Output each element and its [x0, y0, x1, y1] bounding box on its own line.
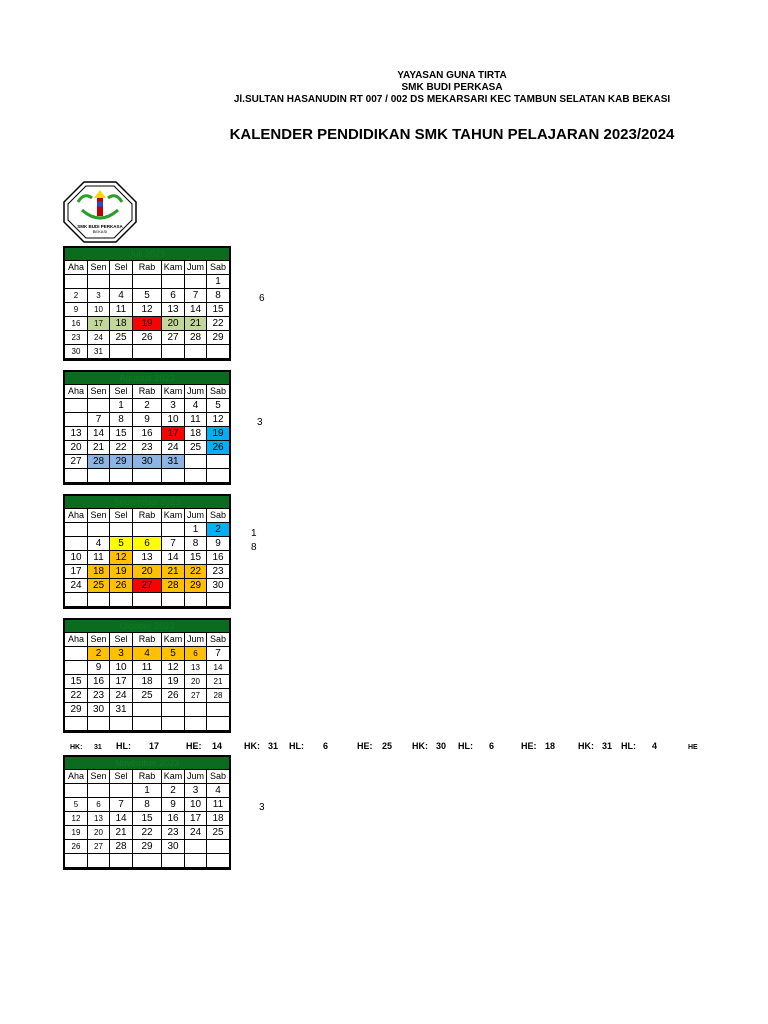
summary-label: HE	[688, 744, 698, 751]
month-header: November 2023	[65, 757, 229, 770]
empty-cell	[185, 455, 207, 469]
day-cell: 10	[185, 798, 207, 812]
empty-cell	[207, 703, 229, 717]
empty-cell	[133, 703, 162, 717]
empty-cell	[110, 854, 133, 868]
day-cell: 8	[133, 798, 162, 812]
weekday-header: Rab	[133, 633, 162, 647]
weekday-header: Sel	[110, 261, 133, 275]
day-cell: 12	[65, 812, 88, 826]
summary-value: 6	[323, 741, 329, 751]
day-cell: 9	[207, 537, 229, 551]
day-cell: 21	[185, 317, 207, 331]
summary-value: 17	[149, 741, 160, 751]
empty-cell	[185, 345, 207, 359]
empty-cell	[110, 345, 133, 359]
day-cell: 26	[110, 579, 133, 593]
weekday-header: Jum	[185, 261, 207, 275]
empty-cell	[65, 593, 88, 607]
weekday-header: Sab	[207, 633, 229, 647]
empty-cell	[162, 469, 185, 483]
empty-cell	[88, 854, 110, 868]
day-cell: 22	[65, 689, 88, 703]
day-cell: 30	[88, 703, 110, 717]
day-cell: 21	[110, 826, 133, 840]
summary-value: 30	[436, 741, 447, 751]
empty-cell	[133, 469, 162, 483]
empty-cell	[65, 399, 88, 413]
month-note: 6	[259, 293, 265, 304]
day-cell: 17	[110, 675, 133, 689]
day-cell: 2	[162, 784, 185, 798]
summary-label: HL:	[116, 741, 131, 751]
day-cell: 31	[110, 703, 133, 717]
weekday-header: Rab	[133, 385, 162, 399]
day-cell: 25	[133, 689, 162, 703]
logo-subtext: BEKASI	[92, 229, 108, 234]
summary-label: HE:	[357, 741, 373, 751]
weekday-header: Jum	[185, 509, 207, 523]
summary-label: HE:	[521, 741, 537, 751]
day-cell: 5	[65, 798, 88, 812]
empty-cell	[88, 523, 110, 537]
day-cell: 23	[162, 826, 185, 840]
day-cell: 18	[207, 812, 229, 826]
empty-cell	[207, 840, 229, 854]
day-cell: 17	[88, 317, 110, 331]
day-cell: 6	[88, 798, 110, 812]
day-cell: 10	[110, 661, 133, 675]
day-cell: 6	[133, 537, 162, 551]
day-cell: 29	[65, 703, 88, 717]
day-cell: 2	[65, 289, 88, 303]
day-cell: 22	[185, 565, 207, 579]
day-cell: 11	[133, 661, 162, 675]
school-address: Jl.SULTAN HASANUDIN RT 007 / 002 DS MEKARSARI KEC TAMBUN SELATAN KAB BEKASI	[233, 94, 671, 105]
day-cell: 23	[65, 331, 88, 345]
day-cell: 10	[65, 551, 88, 565]
day-cell: 13	[133, 551, 162, 565]
day-cell: 26	[133, 331, 162, 345]
empty-cell	[133, 345, 162, 359]
day-cell: 29	[185, 579, 207, 593]
summary-value: 14	[212, 741, 223, 751]
day-cell: 26	[162, 689, 185, 703]
empty-cell	[207, 455, 229, 469]
day-cell: 25	[185, 441, 207, 455]
day-cell: 19	[110, 565, 133, 579]
month-header: September 2023	[65, 496, 229, 509]
day-cell: 24	[110, 689, 133, 703]
day-cell: 14	[88, 427, 110, 441]
summary-value: 31	[94, 744, 102, 751]
day-cell: 13	[162, 303, 185, 317]
weekday-header: Kam	[162, 385, 185, 399]
day-cell: 1	[133, 784, 162, 798]
day-cell: 12	[162, 661, 185, 675]
day-cell: 30	[207, 579, 229, 593]
day-cell: 25	[110, 331, 133, 345]
weekday-header: Sen	[88, 633, 110, 647]
empty-cell	[88, 469, 110, 483]
day-cell: 27	[162, 331, 185, 345]
day-cell: 8	[185, 537, 207, 551]
empty-cell	[65, 784, 88, 798]
day-cell: 10	[88, 303, 110, 317]
weekday-header: Sel	[110, 770, 133, 784]
month-note: 3	[257, 417, 263, 428]
empty-cell	[162, 717, 185, 731]
day-cell: 16	[133, 427, 162, 441]
day-cell: 25	[88, 579, 110, 593]
day-cell: 7	[88, 413, 110, 427]
day-cell: 31	[162, 455, 185, 469]
empty-cell	[88, 593, 110, 607]
day-cell: 14	[207, 661, 229, 675]
day-cell: 4	[185, 399, 207, 413]
day-cell: 28	[110, 840, 133, 854]
empty-cell	[65, 523, 88, 537]
day-cell: 28	[162, 579, 185, 593]
weekday-header: Jum	[185, 385, 207, 399]
day-cell: 5	[110, 537, 133, 551]
month-note: 1	[251, 528, 257, 539]
day-cell: 12	[110, 551, 133, 565]
day-cell: 7	[162, 537, 185, 551]
weekday-header: Rab	[133, 770, 162, 784]
month-table	[63, 494, 231, 609]
day-cell: 24	[88, 331, 110, 345]
weekday-header: Aha	[65, 509, 88, 523]
weekday-header: Sen	[88, 261, 110, 275]
month-table	[63, 618, 231, 733]
weekday-header: Sen	[88, 509, 110, 523]
empty-cell	[185, 703, 207, 717]
day-cell: 25	[207, 826, 229, 840]
empty-cell	[162, 345, 185, 359]
day-cell: 27	[88, 840, 110, 854]
day-cell: 9	[162, 798, 185, 812]
day-cell: 29	[133, 840, 162, 854]
day-cell: 22	[207, 317, 229, 331]
day-cell: 2	[88, 647, 110, 661]
day-cell: 7	[110, 798, 133, 812]
empty-cell	[207, 593, 229, 607]
empty-cell	[65, 537, 88, 551]
day-cell: 17	[185, 812, 207, 826]
day-cell: 9	[65, 303, 88, 317]
empty-cell	[207, 345, 229, 359]
day-cell: 16	[207, 551, 229, 565]
day-cell: 22	[110, 441, 133, 455]
day-cell: 30	[65, 345, 88, 359]
empty-cell	[65, 469, 88, 483]
weekday-header: Sel	[110, 633, 133, 647]
month-note: 3	[259, 802, 265, 813]
weekday-header: Sen	[88, 385, 110, 399]
day-cell: 7	[185, 289, 207, 303]
day-cell: 23	[88, 689, 110, 703]
day-cell: 10	[162, 413, 185, 427]
day-cell: 18	[133, 675, 162, 689]
summary-value: 4	[652, 741, 658, 751]
empty-cell	[185, 854, 207, 868]
empty-cell	[185, 840, 207, 854]
month-table	[63, 246, 231, 361]
month-header: Juli 2023	[65, 248, 229, 261]
summary-label: HL:	[458, 741, 473, 751]
day-cell: 3	[162, 399, 185, 413]
summary-label: HK:	[578, 741, 594, 751]
day-cell: 30	[133, 455, 162, 469]
day-cell: 29	[207, 331, 229, 345]
day-cell: 11	[185, 413, 207, 427]
empty-cell	[133, 523, 162, 537]
day-cell: 8	[207, 289, 229, 303]
day-cell: 27	[185, 689, 207, 703]
day-cell: 26	[65, 840, 88, 854]
day-cell: 18	[110, 317, 133, 331]
day-cell: 18	[88, 565, 110, 579]
day-cell: 2	[133, 399, 162, 413]
summary-label: HK:	[244, 741, 260, 751]
day-cell: 14	[185, 303, 207, 317]
day-cell: 14	[162, 551, 185, 565]
empty-cell	[133, 275, 162, 289]
empty-cell	[88, 784, 110, 798]
day-cell: 28	[207, 689, 229, 703]
weekday-header: Aha	[65, 261, 88, 275]
weekday-header: Aha	[65, 633, 88, 647]
day-cell: 15	[133, 812, 162, 826]
empty-cell	[88, 399, 110, 413]
day-cell: 26	[207, 441, 229, 455]
day-cell: 6	[162, 289, 185, 303]
day-cell: 4	[88, 537, 110, 551]
empty-cell	[65, 854, 88, 868]
day-cell: 9	[133, 413, 162, 427]
empty-cell	[88, 275, 110, 289]
summary-value: 6	[489, 741, 495, 751]
day-cell: 1	[185, 523, 207, 537]
day-cell: 21	[162, 565, 185, 579]
summary-label: HK:	[70, 744, 83, 751]
day-cell: 1	[207, 275, 229, 289]
day-cell: 23	[207, 565, 229, 579]
empty-cell	[65, 275, 88, 289]
weekday-header: Kam	[162, 509, 185, 523]
empty-cell	[133, 593, 162, 607]
day-cell: 20	[88, 826, 110, 840]
summary-label: HK:	[412, 741, 428, 751]
empty-cell	[185, 275, 207, 289]
day-cell: 15	[110, 427, 133, 441]
day-cell: 20	[65, 441, 88, 455]
day-cell: 4	[207, 784, 229, 798]
weekday-header: Sab	[207, 509, 229, 523]
logo-text: SMK BUDI PERKASA	[77, 224, 123, 229]
empty-cell	[110, 717, 133, 731]
empty-cell	[207, 469, 229, 483]
day-cell: 30	[162, 840, 185, 854]
empty-cell	[162, 703, 185, 717]
weekday-header: Sel	[110, 509, 133, 523]
month-note: 8	[251, 542, 257, 553]
weekday-header: Kam	[162, 770, 185, 784]
day-cell: 5	[162, 647, 185, 661]
empty-cell	[65, 661, 88, 675]
day-cell: 19	[207, 427, 229, 441]
day-cell: 11	[88, 551, 110, 565]
month-header: Agustus 2023	[65, 372, 229, 385]
foundation-name: YAYASAN GUNA TIRTA	[397, 70, 507, 81]
day-cell: 13	[185, 661, 207, 675]
school-logo	[62, 180, 138, 244]
day-cell: 28	[185, 331, 207, 345]
empty-cell	[110, 593, 133, 607]
summary-value: 31	[268, 741, 279, 751]
day-cell: 12	[207, 413, 229, 427]
summary-value: 18	[545, 741, 556, 751]
empty-cell	[110, 275, 133, 289]
summary-label: HL:	[621, 741, 636, 751]
day-cell: 17	[65, 565, 88, 579]
day-cell: 24	[185, 826, 207, 840]
day-cell: 4	[133, 647, 162, 661]
day-cell: 21	[207, 675, 229, 689]
empty-cell	[65, 647, 88, 661]
empty-cell	[185, 717, 207, 731]
day-cell: 5	[207, 399, 229, 413]
weekday-header: Jum	[185, 633, 207, 647]
weekday-header: Sab	[207, 261, 229, 275]
weekday-header: Aha	[65, 770, 88, 784]
empty-cell	[162, 275, 185, 289]
day-cell: 23	[133, 441, 162, 455]
day-cell: 3	[88, 289, 110, 303]
empty-cell	[185, 469, 207, 483]
day-cell: 22	[133, 826, 162, 840]
day-cell: 20	[133, 565, 162, 579]
empty-cell	[110, 523, 133, 537]
empty-cell	[110, 784, 133, 798]
month-header: Oktober 2023	[65, 620, 229, 633]
day-cell: 31	[88, 345, 110, 359]
day-cell: 27	[133, 579, 162, 593]
day-cell: 15	[207, 303, 229, 317]
school-name: SMK BUDI PERKASA	[401, 82, 503, 93]
day-cell: 3	[110, 647, 133, 661]
empty-cell	[110, 469, 133, 483]
day-cell: 27	[65, 455, 88, 469]
page-title: KALENDER PENDIDIKAN SMK TAHUN PELAJARAN 2023/2024	[229, 126, 675, 143]
month-table	[63, 755, 231, 870]
empty-cell	[133, 854, 162, 868]
day-cell: 19	[65, 826, 88, 840]
day-cell: 20	[185, 675, 207, 689]
day-cell: 15	[65, 675, 88, 689]
day-cell: 12	[133, 303, 162, 317]
empty-cell	[207, 717, 229, 731]
empty-cell	[162, 593, 185, 607]
empty-cell	[162, 854, 185, 868]
weekday-header: Kam	[162, 261, 185, 275]
weekday-header: Rab	[133, 261, 162, 275]
day-cell: 9	[88, 661, 110, 675]
day-cell: 6	[185, 647, 207, 661]
summary-label: HE:	[186, 741, 202, 751]
day-cell: 8	[110, 413, 133, 427]
day-cell: 24	[65, 579, 88, 593]
day-cell: 19	[133, 317, 162, 331]
day-cell: 11	[110, 303, 133, 317]
day-cell: 14	[110, 812, 133, 826]
day-cell: 13	[88, 812, 110, 826]
weekday-header: Sel	[110, 385, 133, 399]
weekday-header: Rab	[133, 509, 162, 523]
day-cell: 19	[162, 675, 185, 689]
day-cell: 24	[162, 441, 185, 455]
weekday-header: Sab	[207, 385, 229, 399]
day-cell: 15	[185, 551, 207, 565]
day-cell: 20	[162, 317, 185, 331]
empty-cell	[65, 413, 88, 427]
weekday-header: Kam	[162, 633, 185, 647]
weekday-header: Sab	[207, 770, 229, 784]
day-cell: 1	[110, 399, 133, 413]
empty-cell	[88, 717, 110, 731]
day-cell: 17	[162, 427, 185, 441]
empty-cell	[65, 717, 88, 731]
day-cell: 16	[88, 675, 110, 689]
weekday-header: Sen	[88, 770, 110, 784]
day-cell: 7	[207, 647, 229, 661]
day-cell: 13	[65, 427, 88, 441]
empty-cell	[133, 717, 162, 731]
empty-cell	[207, 854, 229, 868]
weekday-header: Jum	[185, 770, 207, 784]
summary-value: 31	[602, 741, 613, 751]
day-cell: 16	[65, 317, 88, 331]
summary-label: HL:	[289, 741, 304, 751]
day-cell: 18	[185, 427, 207, 441]
summary-value: 25	[382, 741, 393, 751]
day-cell: 2	[207, 523, 229, 537]
day-cell: 29	[110, 455, 133, 469]
empty-cell	[162, 523, 185, 537]
day-cell: 4	[110, 289, 133, 303]
day-cell: 16	[162, 812, 185, 826]
weekday-header: Aha	[65, 385, 88, 399]
day-cell: 3	[185, 784, 207, 798]
day-cell: 11	[207, 798, 229, 812]
empty-cell	[185, 593, 207, 607]
day-cell: 21	[88, 441, 110, 455]
day-cell: 28	[88, 455, 110, 469]
day-cell: 5	[133, 289, 162, 303]
month-table	[63, 370, 231, 485]
